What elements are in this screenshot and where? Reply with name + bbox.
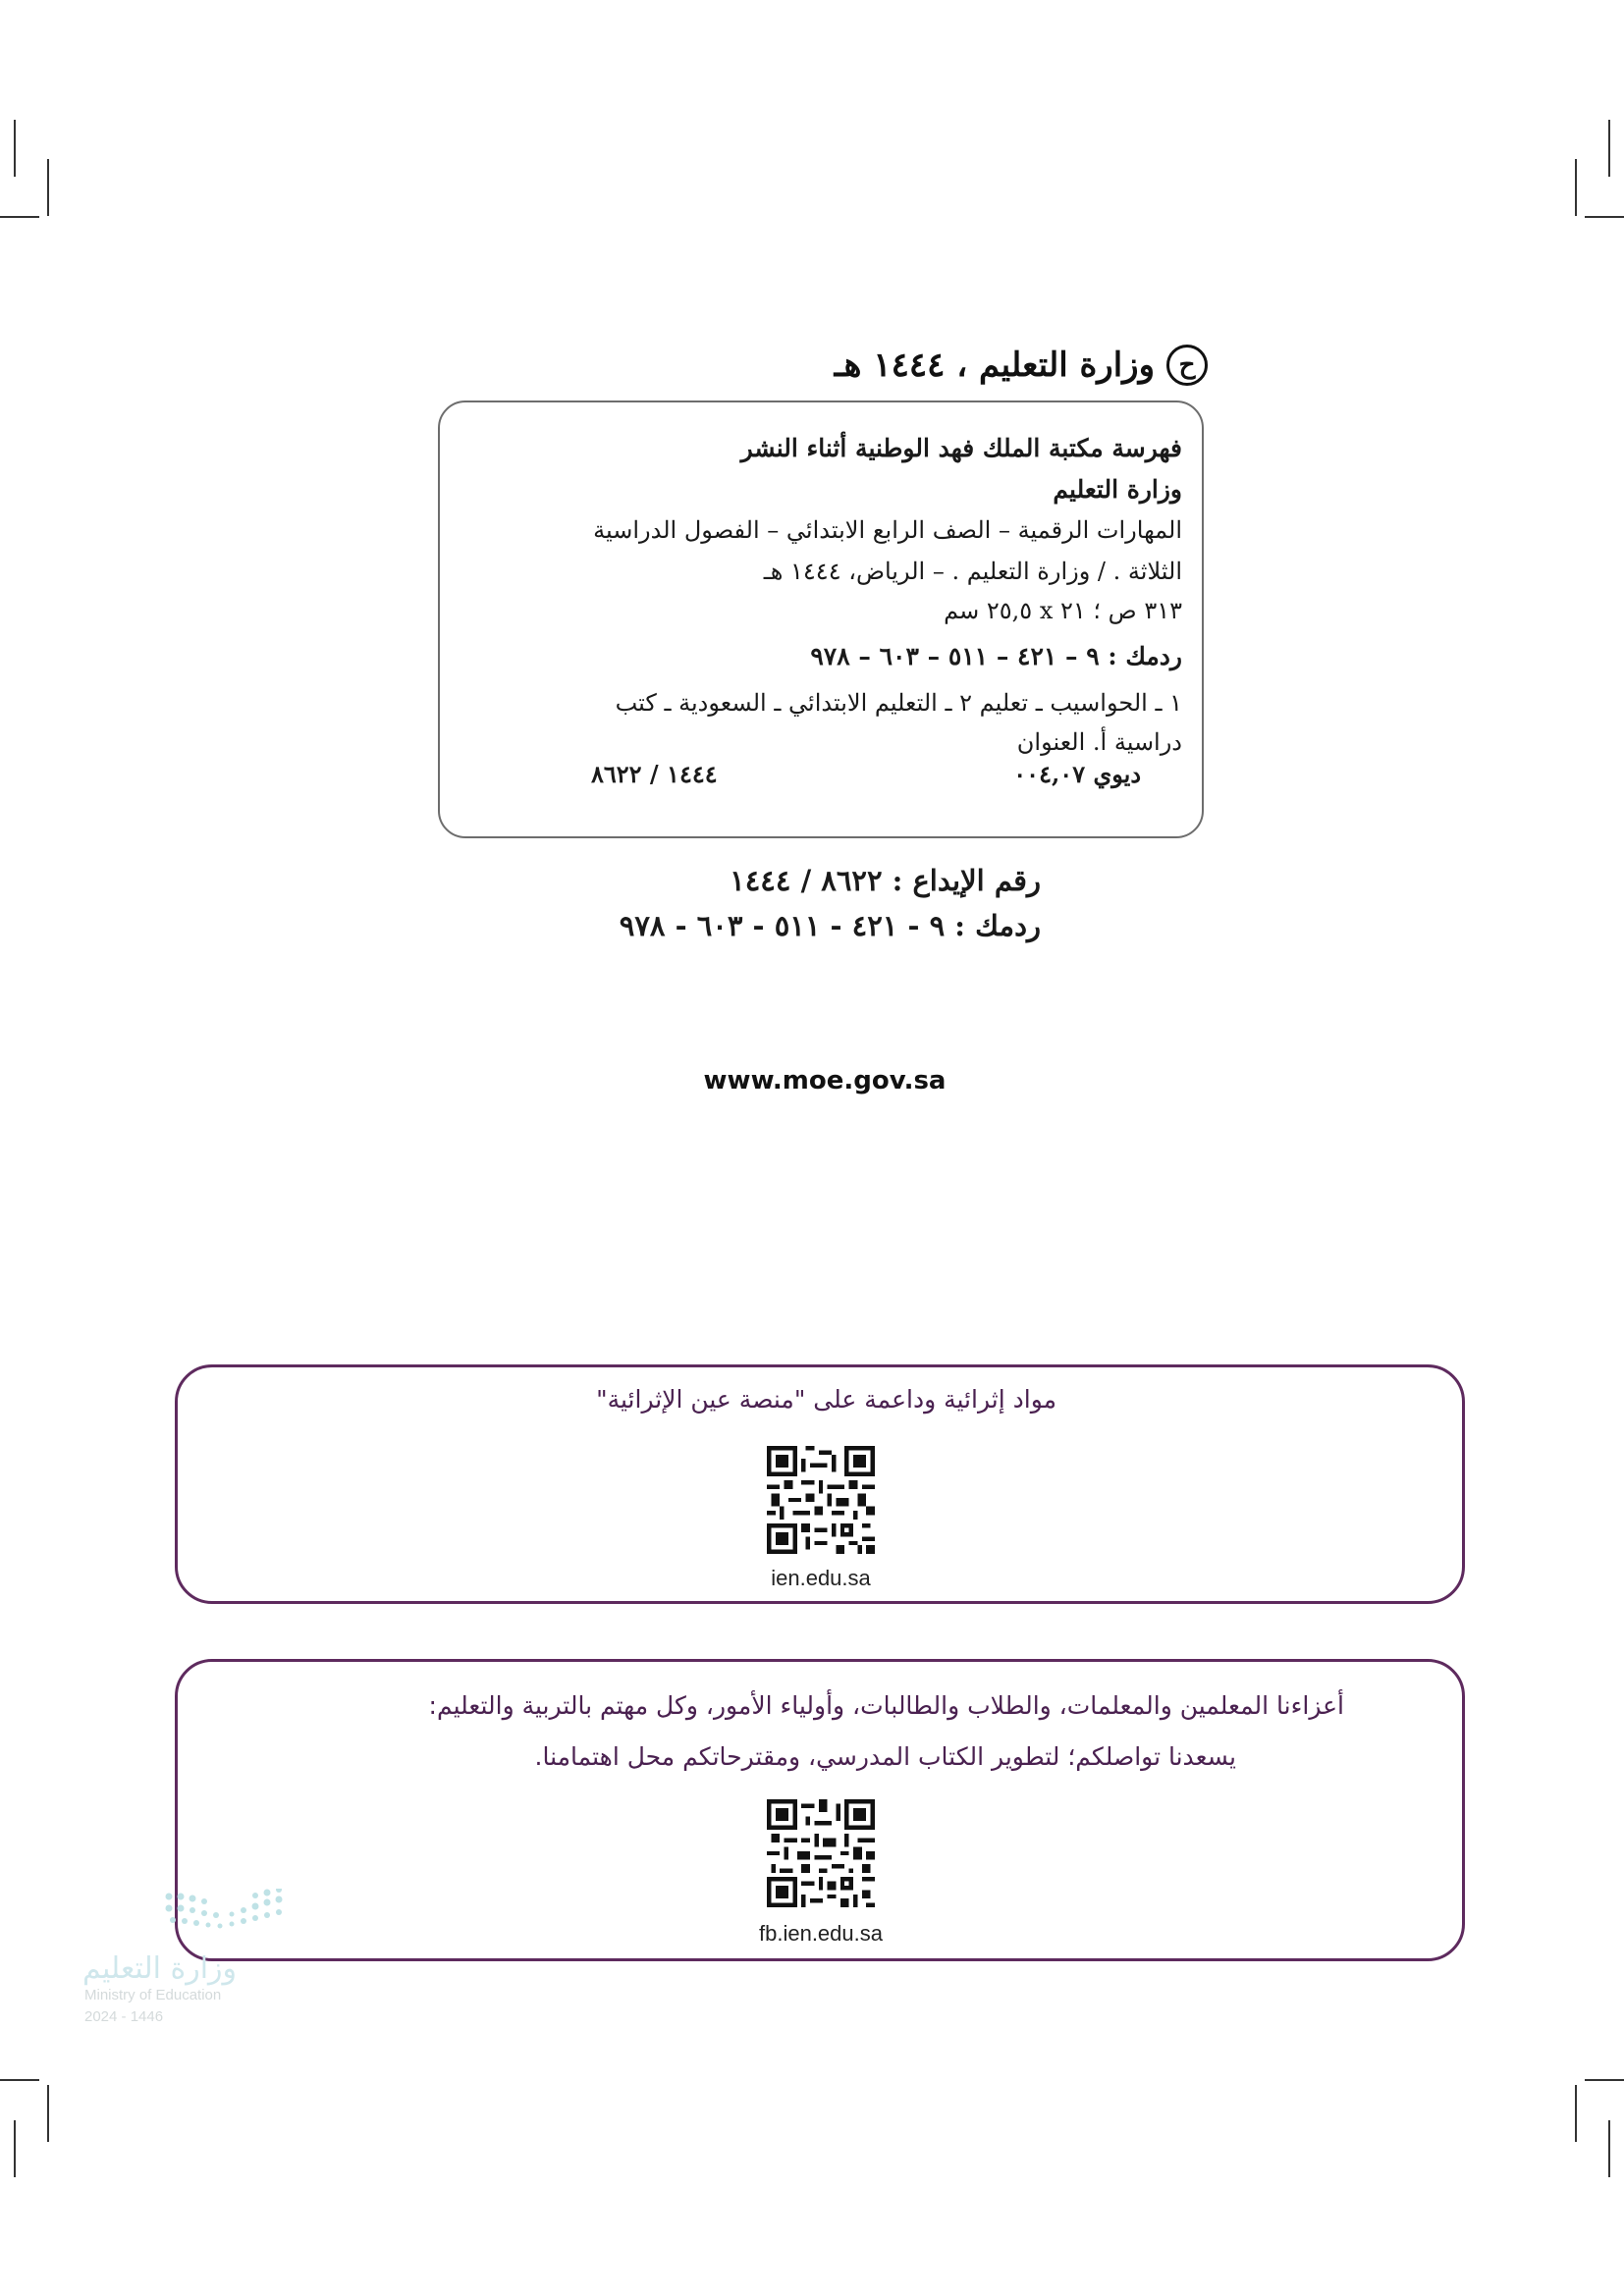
cataloging-card <box>438 400 1204 838</box>
qr-code-icon[interactable] <box>767 1446 875 1554</box>
crop-mark <box>0 2079 39 2081</box>
ministry-logo-name-en: Ministry of Education <box>84 1987 222 2003</box>
crop-mark <box>1608 120 1610 177</box>
catalog-line: الثلاثة . / وزارة التعليم . – الرياض، ١٤٤٤ هـ <box>763 558 1182 585</box>
feedback-box <box>175 1659 1465 1961</box>
deposit-number-line: رقم الإيداع : ٨٦٢٢ / ١٤٤٤ <box>730 864 1041 897</box>
isbn-line: ردمك : ٩ - ٤٢١ - ٥١١ - ٦٠٣ - ٩٧٨ <box>619 909 1041 942</box>
copyright-icon: ح <box>1166 345 1208 386</box>
copyright-text: وزارة التعليم ، ١٤٤٤ هـ <box>834 346 1155 385</box>
website-link[interactable]: www.moe.gov.sa <box>703 1066 947 1095</box>
crop-mark <box>1608 2120 1610 2177</box>
catalog-line: ٣١٣ ص ؛ ٢١ x ٢٥,٥ سم <box>944 597 1182 624</box>
ministry-logo-name: وزارة التعليم <box>82 1951 238 1986</box>
crop-mark <box>47 2085 49 2142</box>
ien-url[interactable]: ien.edu.sa <box>771 1566 871 1590</box>
crop-mark <box>1585 216 1624 218</box>
feedback-url[interactable]: fb.ien.edu.sa <box>759 1921 883 1946</box>
catalog-line: المهارات الرقمية – الصف الرابع الابتدائي – الفصول الدراسية <box>593 516 1182 544</box>
crop-mark <box>14 120 16 177</box>
qr-code-icon[interactable] <box>767 1799 875 1907</box>
feedback-line-2: يسعدنا تواصلكم؛ لتطوير الكتاب المدرسي، ومقترحاتكم محل اهتمامنا. <box>534 1742 1236 1771</box>
crop-mark <box>1575 2085 1577 2142</box>
deposit-number: ١٤٤٤ / ٨٦٢٢ <box>591 760 718 788</box>
ien-platform-text: مواد إثرائية وداعمة على "منصة عين الإثرائية" <box>596 1385 1056 1414</box>
feedback-line-1: أعزاءنا المعلمين والمعلمات، والطلاب والطالبات، وأولياء الأمور، وكل مهتم بالتربية والتعليم: <box>428 1691 1344 1720</box>
ien-platform-box <box>175 1364 1465 1604</box>
copyright-header <box>766 339 1208 392</box>
catalog-title: فهرسة مكتبة الملك فهد الوطنية أثناء النشر <box>740 434 1182 462</box>
crop-mark <box>1585 2079 1624 2081</box>
catalog-subjects: ١ ـ الحواسيب ـ تعليم ٢ ـ التعليم الابتدائي ـ السعودية ـ كتب <box>615 689 1182 717</box>
ministry-logo-dots-icon <box>82 1889 338 1948</box>
ministry-logo-year: 2024 - 1446 <box>84 2008 164 2025</box>
catalog-author: وزارة التعليم <box>1053 475 1182 504</box>
crop-mark <box>0 216 39 218</box>
crop-mark <box>47 159 49 216</box>
crop-mark <box>1575 159 1577 216</box>
catalog-subjects: دراسية أ. العنوان <box>1016 728 1182 756</box>
catalog-isbn: ردمك : ٩ – ٤٢١ – ٥١١ – ٦٠٣ – ٩٧٨ <box>810 642 1182 670</box>
dewey-number: ديوي ٠٠٤,٠٧ <box>1013 760 1141 788</box>
catalog-dewey-row <box>591 760 1141 788</box>
crop-mark <box>14 2120 16 2177</box>
